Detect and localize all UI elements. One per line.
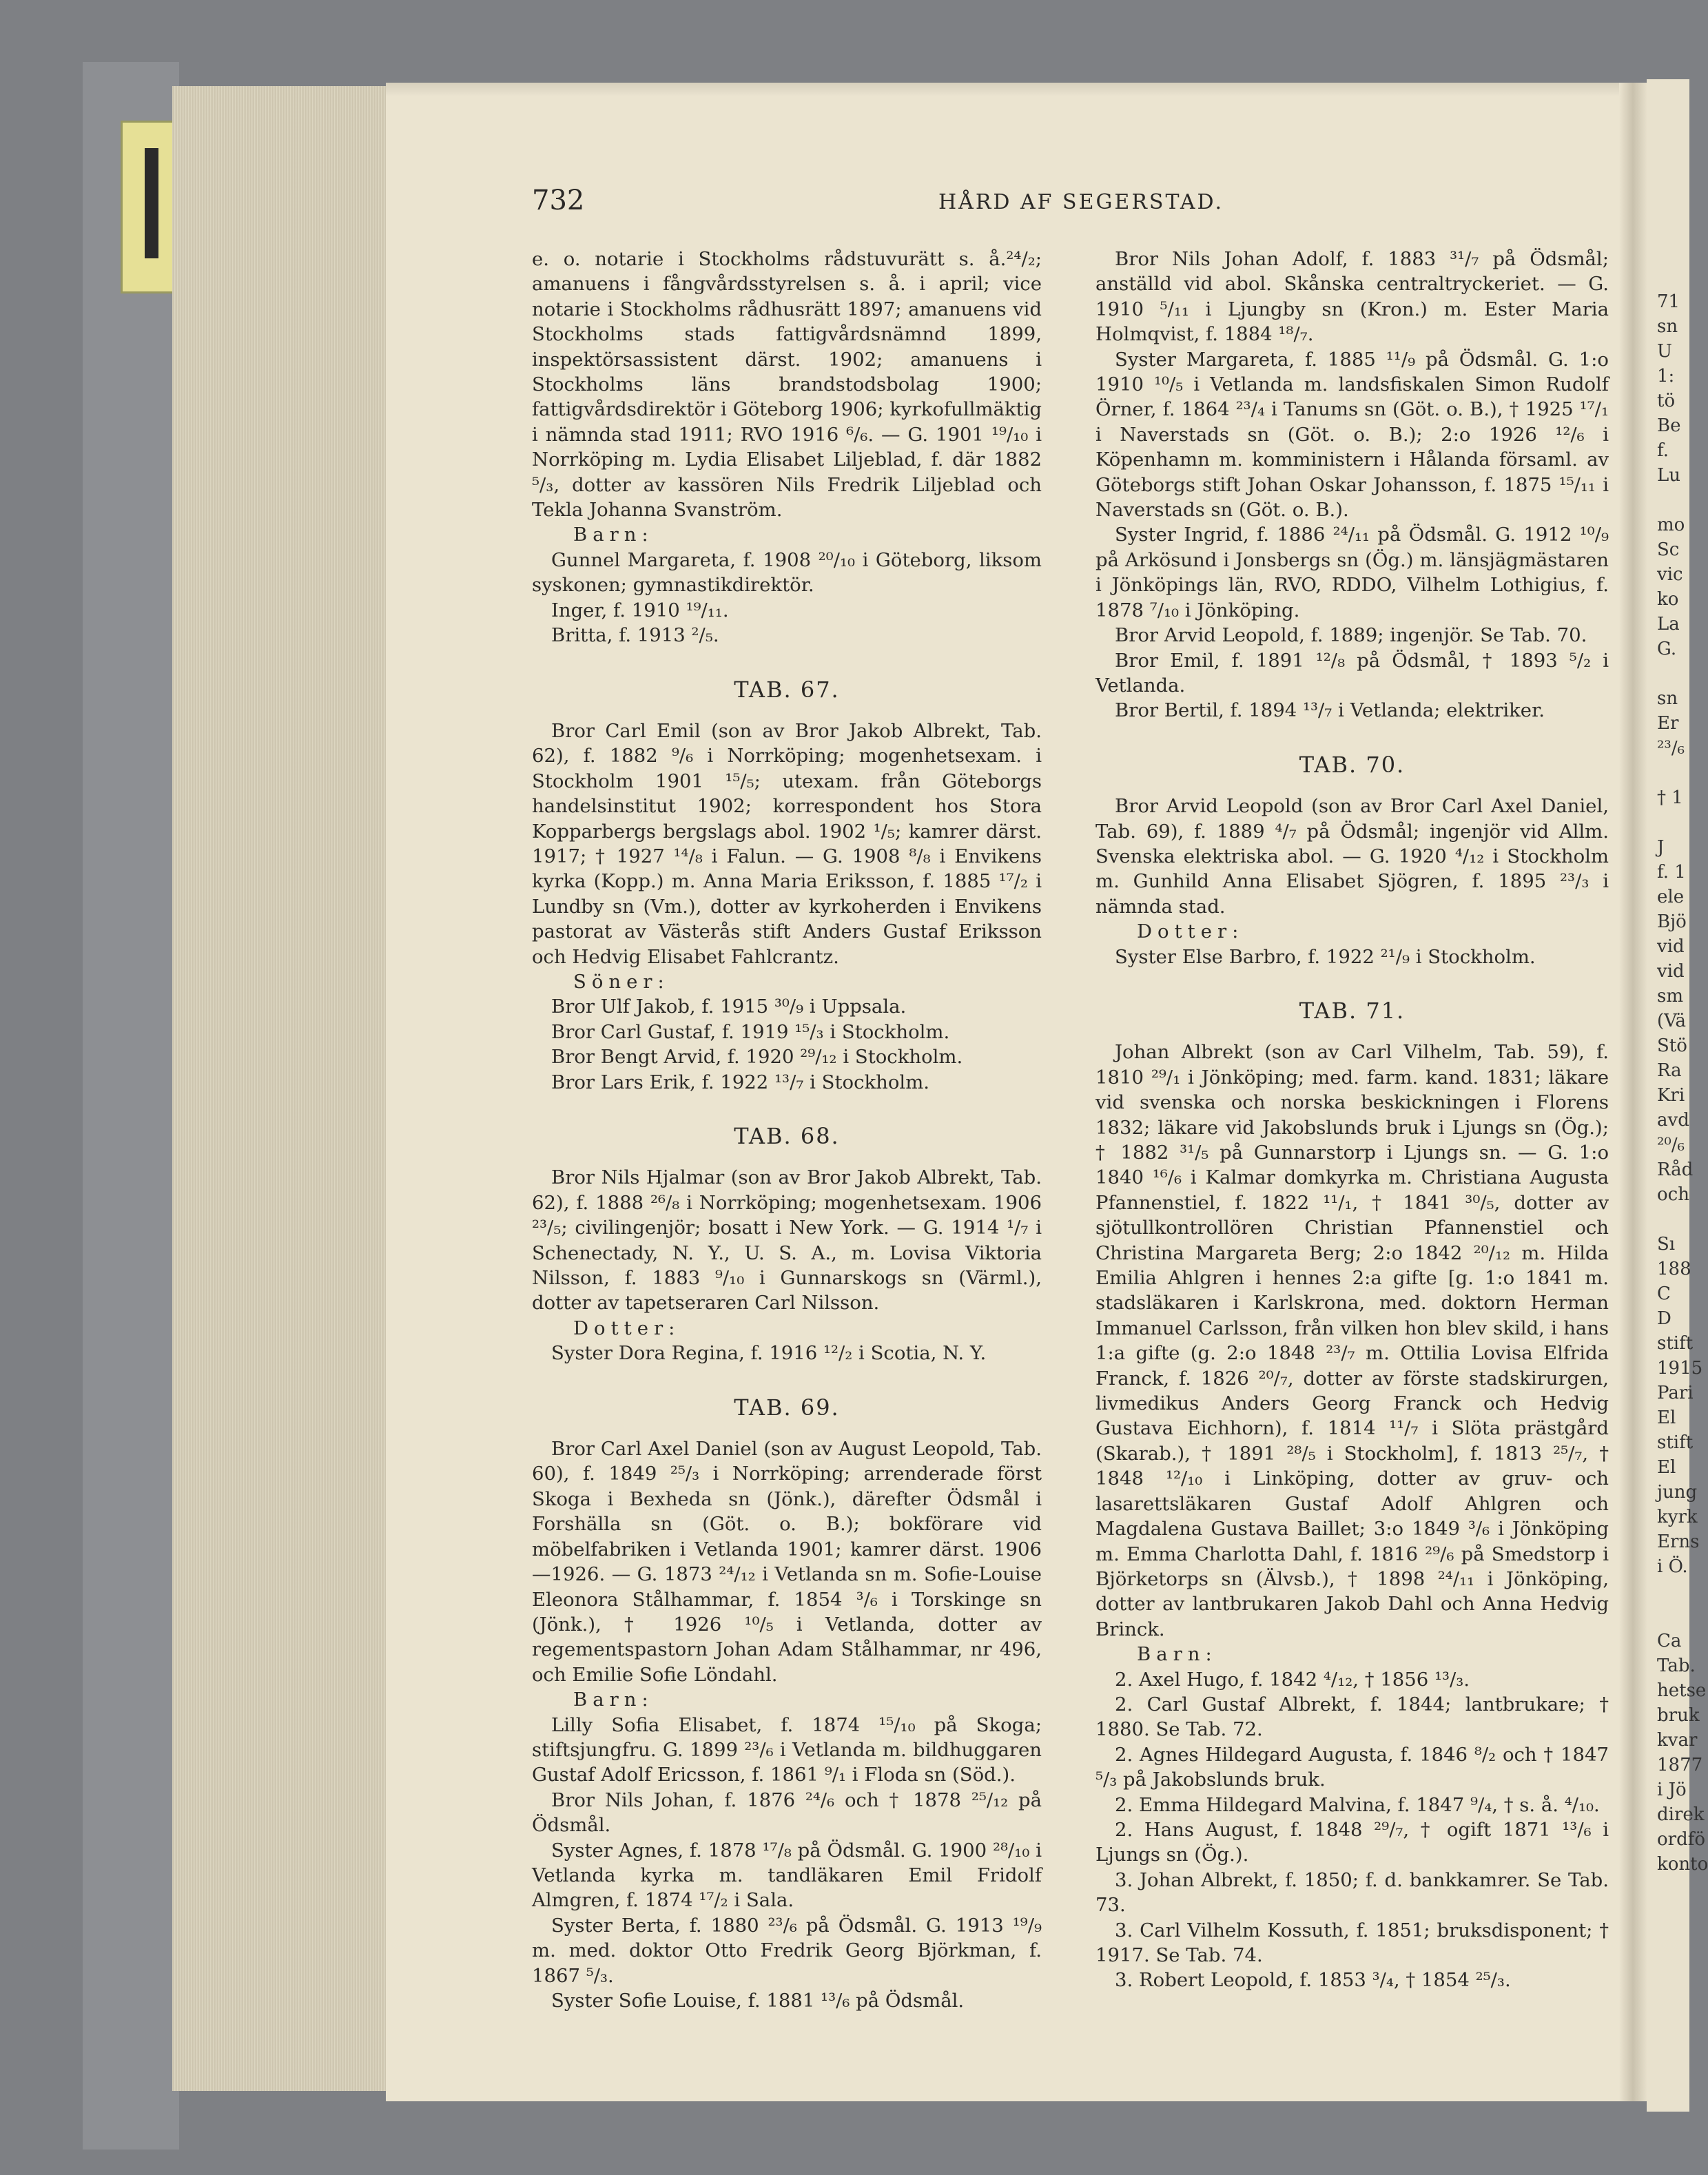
edge-fragment: ko — [1657, 589, 1679, 610]
edge-fragment: sn — [1657, 316, 1678, 337]
entry: 2. Agnes Hildegard Augusta, f. 1846 ⁸/₂ och † 1847 ⁵/₃ på Jakobslunds bruk. — [1095, 1743, 1609, 1791]
edge-fragment: C — [1657, 1284, 1671, 1304]
edge-fragment — [1657, 661, 1691, 686]
page-top-shadow — [386, 83, 1647, 96]
entry: Syster Margareta, f. 1885 ¹¹/₉ på Ödsmål. G. 1:o 1910 ¹⁰/₅ i Vetlanda m. landsfiskalen Simon Rudolf Örner, f. 1864 ²³/₄ i Tanums sn (Göt. o. B.), † 1925 ¹⁷/₁ i Naverstads sn (Göt. o. B.); 2:o 1926 ¹²/₆ i Köpenhamn m. komministern i Hålanda församl. av Göteborgs stift Johan Oskar Johansson, f. 1875 ¹⁵/₁₁ i Naverstads sn (Göt. o. B.). — [1095, 348, 1609, 522]
entry: Syster Ingrid, f. 1886 ²⁴/₁₁ på Ödsmål. G. 1912 ¹⁰/₉ på Arkösund i Jonsbergs sn (Ög.) m. länsjägmästaren i Jönköpings län, RVO, RDDO, Vilhelm Lothigius, f. 1878 ⁷/₁₀ i Jönköping. — [1095, 524, 1609, 621]
edge-fragment: U — [1657, 341, 1672, 362]
edge-fragment: stift — [1657, 1333, 1694, 1354]
edge-fragment: Stö — [1657, 1035, 1687, 1056]
edge-fragment: f. — [1657, 440, 1669, 461]
entry: Britta, f. 1913 ²/₅. — [551, 624, 719, 647]
table-heading: TAB. 68. — [734, 1123, 840, 1149]
edge-fragment: direk — [1657, 1804, 1705, 1825]
edge-fragment: ²³/₆ — [1657, 738, 1685, 759]
edge-fragment: kyrk — [1657, 1507, 1698, 1527]
page-number: 732 — [532, 185, 585, 216]
paragraph: Bror Arvid Leopold (son av Bror Carl Axel Daniel, Tab. 69), f. 1889 ⁴/₇ på Ödsmål; ingenjör vid Allm. Svenska elektriska abol. — G. 1920 ⁴/₁₂ i Stockholm m. Gunhild Anna Elisabet Sjögren, f. 1895 ²³/₃ i nämnda stad. — [1095, 795, 1609, 918]
edge-fragment: vic — [1657, 564, 1683, 585]
entry: Syster Berta, f. 1880 ²³/₆ på Ödsmål. G. 1913 ¹⁹/₉ m. med. doktor Otto Fredrik Georg Björkman, f. 1867 ⁵/₃. — [532, 1914, 1042, 1987]
entry: Syster Else Barbro, f. 1922 ²¹/₉ i Stockholm. — [1115, 945, 1536, 968]
edge-fragment: bruk — [1657, 1705, 1700, 1726]
edge-fragment: 1877 — [1657, 1755, 1703, 1775]
edge-fragment: J — [1657, 837, 1665, 858]
edge-fragment: f. 1 — [1657, 862, 1686, 883]
edge-fragment: och — [1657, 1184, 1689, 1205]
edge-fragment: sn — [1657, 688, 1678, 709]
edge-fragment: Kri — [1657, 1085, 1685, 1106]
right-column — [1095, 247, 1609, 1993]
section-label: Dotter: — [1137, 920, 1244, 943]
edge-fragment: Tab. — [1657, 1656, 1696, 1676]
edge-fragment — [1657, 1604, 1691, 1629]
entry: Syster Dora Regina, f. 1916 ¹²/₂ i Scotia, N. Y. — [551, 1342, 987, 1365]
left-column — [532, 247, 1042, 2013]
section-label: Dotter: — [573, 1317, 681, 1339]
edge-fragment: avd — [1657, 1110, 1689, 1131]
edge-fragment: i Ö. — [1657, 1556, 1688, 1577]
facing-page-text-fragments — [1657, 289, 1708, 1877]
edge-fragment — [1657, 488, 1691, 513]
edge-fragment: kvar — [1657, 1730, 1698, 1751]
edge-fragment: ordfö — [1657, 1829, 1706, 1850]
paragraph: Bror Nils Hjalmar (son av Bror Jakob Albrekt, Tab. 62), f. 1888 ²⁶/₈ i Norrköping; mogenhetsexam. 1906 ²³/₅; civilingenjör; bosatt i New York. — G. 1914 ¹/₇ i Schenectady, N. Y., U. S. A., m. Lovisa Viktoria Nilsson, f. 1883 ⁹/₁₀ i Gunnarskogs sn (Värml.), dotter av tapetseraren Carl Nilsson. — [532, 1166, 1042, 1315]
entry: Inger, f. 1910 ¹⁹/₁₁. — [551, 599, 729, 621]
edge-fragment: Be — [1657, 415, 1681, 436]
entry: Bror Nils Johan Adolf, f. 1883 ³¹/₇ på Ödsmål; anställd vid abol. Skånska centraltryckeriet. — G. 1910 ⁵/₁₁ i Ljungby sn (Kron.) m. Ester Maria Holmqvist, f. 1884 ¹⁸/₇. — [1095, 248, 1609, 346]
running-head: HÅRD AF SEGERSTAD. — [938, 190, 1224, 214]
edge-fragment: 1: — [1657, 366, 1675, 386]
edge-fragment: † 1 — [1657, 787, 1683, 808]
edge-fragment: ²⁰/₆ — [1657, 1135, 1685, 1155]
entry: Lilly Sofia Elisabet, f. 1874 ¹⁵/₁₀ på Skoga; stiftsjungfru. G. 1899 ²³/₆ i Vetlanda m. bildhuggaren Gustaf Adolf Ericsson, f. 1861 ⁹/₁ i Floda sn (Söd.). — [532, 1713, 1042, 1786]
edge-fragment: Råd — [1657, 1159, 1694, 1180]
table-heading: TAB. 67. — [734, 676, 840, 703]
edge-fragment: ele — [1657, 887, 1685, 907]
edge-fragment: Erns — [1657, 1532, 1700, 1552]
section-label: Barn: — [573, 524, 654, 546]
entry: Bror Emil, f. 1891 ¹²/₈ på Ödsmål, † 1893 ⁵/₂ i Vetlanda. — [1095, 649, 1609, 697]
edge-fragment: mo — [1657, 515, 1685, 535]
edge-fragment: jung — [1657, 1482, 1698, 1503]
book-spine — [83, 62, 179, 2150]
page-gutter — [1619, 83, 1647, 2101]
entry: Bror Bengt Arvid, f. 1920 ²⁹/₁₂ i Stockholm. — [551, 1046, 963, 1069]
edge-fragment: El — [1657, 1408, 1676, 1428]
edge-fragment: G. — [1657, 639, 1677, 659]
edge-fragment: tö — [1657, 391, 1676, 411]
entry: Bror Nils Johan, f. 1876 ²⁴/₆ och † 1878 ²⁵/₁₂ på Ödsmål. — [532, 1789, 1042, 1837]
edge-fragment — [1657, 761, 1691, 785]
page-edges — [172, 86, 393, 2091]
edge-fragment: 1915 — [1657, 1358, 1703, 1379]
entry: 2. Emma Hildegard Malvina, f. 1847 ⁹/₄, † s. å. ⁴/₁₀. — [1115, 1793, 1600, 1816]
edge-fragment: El — [1657, 1457, 1676, 1478]
edge-fragment: vid — [1657, 936, 1685, 957]
entry: 2. Carl Gustaf Albrekt, f. 1844; lantbrukare; † 1880. Se Tab. 72. — [1095, 1693, 1609, 1741]
entry: Bror Bertil, f. 1894 ¹³/₇ i Vetlanda; elektriker. — [1115, 699, 1545, 722]
entry: Bror Ulf Jakob, f. 1915 ³⁰/₉ i Uppsala. — [551, 996, 907, 1018]
section-label: Barn: — [1137, 1643, 1217, 1666]
entry: Syster Agnes, f. 1878 ¹⁷/₈ på Ödsmål. G. 1900 ²⁸/₁₀ i Vetlanda kyrka m. tandläkaren Emil Fridolf Almgren, f. 1874 ¹⁷/₂ i Sala. — [532, 1839, 1042, 1912]
paragraph: Johan Albrekt (son av Carl Vilhelm, Tab. 59), f. 1810 ²⁹/₁ i Jönköping; med. farm. kand. 1831; läkare vid svenska och norska beskickningen i Florens 1832; läkare vid Jakobslunds bruk i Ljungs sn (Ög.); † 1882 ³¹/₅ på Gunnarstorp i Ljungs sn. — G. 1:o 1840 ¹⁶/₆ i Kalmar domkyrka m. Christiana Augusta Pfannenstiel, f. 1822 ¹¹/₁, † 1841 ³⁰/₅, dotter av sjötullkontrollören Christian Pfannenstiel och Christina Margareta Berg; 2:o 1842 ²⁰/₁₂ m. Hilda Emilia Ahlgren i hennes 2:a gifte [g. 1:o 1841 m. stadsläkaren i Karlskrona, med. doktorn Herman Immanuel Carlsson, från vilken hon blev skild, i hans 1:a gifte (g. 2:o 1848 ²³/₇ m. Ottilia Lovisa Elfrida Franck, f. 1826 ²⁰/₇, dotter av förste stadskirurgen, livmedikus Anders Georg Franck och Hedvig Gustava Eichhorn), f. 1814 ¹¹/₇ i Slöta prästgård (Skarab.), † 1891 ²⁸/₅ i Stockholm], f. 1813 ²⁵/₇, † 1848 ¹²/₁₀ i Linköping, dotter av gruv- och lasarettsläkaren Gustaf Adolf Ahlgren och Magdalena Gustava Baillet; 3:o 1849 ³/₆ i Jönköping m. Emma Charlotta Dahl, f. 1816 ²⁹/₆ på Smedstorp i Björketorps sn (Älvsb.), † 1898 ²⁴/₁₁ i Jönköping, dotter av lantbrukaren Jakob Dahl och Anna Hedvig Brinck. — [1095, 1041, 1609, 1640]
entry: Bror Carl Gustaf, f. 1919 ¹⁵/₃ i Stockholm. — [551, 1020, 950, 1043]
entry: 2. Hans August, f. 1848 ²⁹/₇, † ogift 1871 ¹³/₆ i Ljungs sn (Ög.). — [1095, 1818, 1609, 1866]
edge-fragment: Bjö — [1657, 911, 1687, 932]
edge-fragment: D — [1657, 1308, 1671, 1329]
edge-fragment: sm — [1657, 986, 1683, 1007]
paragraph: Bror Carl Axel Daniel (son av August Leopold, Tab. 60), f. 1849 ²⁵/₃ i Norrköping; arrenderade först Skoga i Bexheda sn (Jönk.), därefter Ödsmål i Forshälla sn (Göt. o. B.); bokförare vid möbelfabriken i Vetlanda 1901; kamrer därst. 1906—1926. — G. 1873 ²⁴/₁₂ i Vetlanda sn m. Sofie-Louise Eleonora Stålhammar, f. 1854 ³/₆ i Torskinge sn (Jönk.), † 1926 ¹⁰/₅ i Vetlanda, dotter av regementspastorn Johan Adam Stålhammar, nr 496, och Emilie Sofie Löndahl. — [532, 1438, 1042, 1686]
edge-fragment: stift — [1657, 1432, 1694, 1453]
entry: 3. Robert Leopold, f. 1853 ³/₄, † 1854 ²⁵/₃. — [1115, 1969, 1511, 1992]
edge-fragment — [1657, 810, 1691, 835]
edge-fragment: i Jö — [1657, 1780, 1687, 1800]
entry: Bror Lars Erik, f. 1922 ¹³/₇ i Stockholm. — [551, 1071, 930, 1093]
edge-fragment: Sı — [1657, 1234, 1676, 1255]
spine-label-mark — [145, 148, 158, 258]
edge-fragment: 71 — [1657, 291, 1680, 312]
edge-fragment: Sc — [1657, 539, 1680, 560]
paragraph: e. o. notarie i Stockholms rådstuvurätt s. å.²⁴/₂; amanuens i fångvårdsstyrelsen s. å. i april; vice notarie i Stockholms rådhusrätt 1897; amanuens vid Stockholms stads fattigvårdsnämnd 1899, inspektörsassistent därst. 1902; amanuens i Stockholms läns brandstodsbolag 1900; fattigvårdsdirektör i Göteborg 1906; kyrkofullmäktig i nämnda stad 1911; RVO 1916 ⁶/₆. — G. 1901 ¹⁹/₁₀ i Norrköping m. Lydia Elisabet Liljeblad, f. där 1882 ⁵/₃, dotter av kassören Nils Fredrik Liljeblad och Tekla Johanna Svanström. — [532, 248, 1042, 522]
section-label: Barn: — [573, 1689, 654, 1711]
edge-fragment: La — [1657, 614, 1680, 635]
entry: 3. Johan Albrekt, f. 1850; f. d. bankkamrer. Se Tab. 73. — [1095, 1868, 1609, 1917]
entry: 2. Axel Hugo, f. 1842 ⁴/₁₂, † 1856 ¹³/₃. — [1115, 1668, 1470, 1691]
edge-fragment: Ca — [1657, 1631, 1682, 1651]
edge-fragment: Pari — [1657, 1383, 1694, 1403]
paragraph: Bror Carl Emil (son av Bror Jakob Albrekt, Tab. 62), f. 1882 ⁹/₆ i Norrköping; mogenhetsexam. i Stockholm 1901 ¹⁵/₅; utexam. från Göteborgs handelsinstitut 1902; korrespondent hos Stora Kopparbergs bergslags abol. 1902 ¹/₅; kamrer därst. 1917; † 1927 ¹⁴/₈ i Falun. — G. 1908 ⁸/₈ i Envikens kyrka (Kopp.) m. Anna Maria Eriksson, f. 1885 ¹⁷/₂ i Lundby sn (Vm.), dotter av kyrkoherden i Envikens pastorat av Västerås stift Anders Gustaf Eriksson och Hedvig Elisabet Fahlcrantz. — [532, 719, 1042, 968]
edge-fragment: Lu — [1657, 465, 1681, 486]
edge-fragment: konto — [1657, 1854, 1708, 1875]
table-heading: TAB. 71. — [1299, 997, 1406, 1024]
edge-fragment — [1657, 1207, 1691, 1232]
entry: Gunnel Margareta, f. 1908 ²⁰/₁₀ i Göteborg, liksom syskonen; gymnastikdirektör. — [532, 548, 1042, 597]
edge-fragment: hetse — [1657, 1680, 1707, 1701]
section-label: Söner: — [573, 970, 670, 993]
table-heading: TAB. 70. — [1299, 751, 1406, 778]
edge-fragment: 188 — [1657, 1259, 1691, 1279]
entry: 3. Carl Vilhelm Kossuth, f. 1851; bruksdisponent; † 1917. Se Tab. 74. — [1095, 1919, 1609, 1966]
edge-fragment: Ra — [1657, 1060, 1682, 1081]
edge-fragment: vid — [1657, 961, 1685, 982]
entry: Syster Sofie Louise, f. 1881 ¹³/₆ på Ödsmål. — [551, 1990, 965, 2012]
table-heading: TAB. 69. — [734, 1394, 840, 1421]
entry: Bror Arvid Leopold, f. 1889; ingenjör. Se Tab. 70. — [1115, 624, 1587, 647]
edge-fragment: (Vä — [1657, 1011, 1687, 1031]
edge-fragment: Er — [1657, 713, 1679, 734]
edge-fragment — [1657, 1579, 1691, 1604]
